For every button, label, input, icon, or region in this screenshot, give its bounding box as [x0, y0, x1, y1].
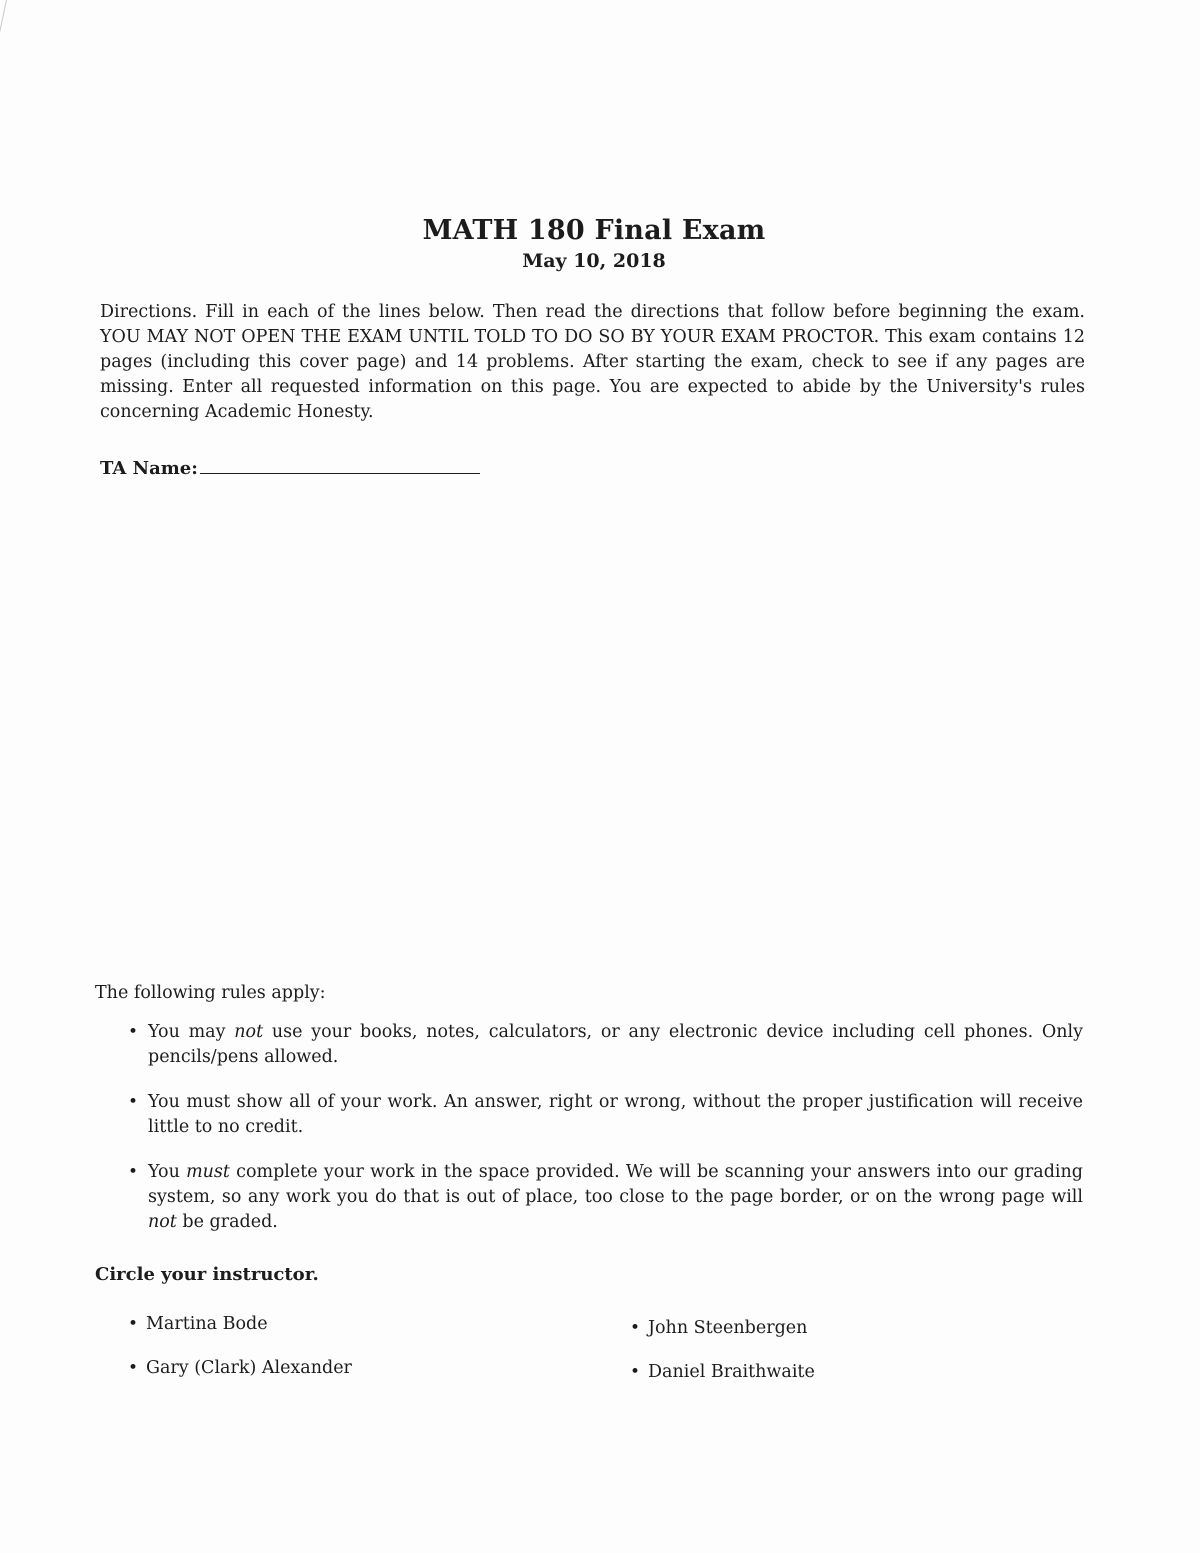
- instructor-heading: Circle your instructor.: [95, 1264, 319, 1285]
- rule-text: use your books, notes, calculators, or any electronic device including cell phones. Only pencils/pens allowed.: [148, 1022, 1083, 1067]
- directions-paragraph: Directions. Fill in each of the lines below. Then read the directions that follow before beginning the exam. YOU MAY NOT OPEN THE EXAM UNTIL TOLD TO DO SO BY YOUR EXAM PROCTOR. This exam contains 12 pages (including this cover page) and 14 problems. After starting the exam, check to see if any pages are missing. Enter all requested information on this page. You are expected to abide by the University's rules concerning Academic Honesty.: [100, 302, 1085, 422]
- ta-name-field: [100, 455, 480, 479]
- bullet: •: [128, 1314, 139, 1334]
- instructor-option[interactable]: [128, 1312, 352, 1336]
- bullet: •: [128, 1162, 139, 1182]
- bullet: •: [630, 1318, 641, 1338]
- instructor-name: Gary (Clark) Alexander: [146, 1358, 352, 1378]
- ta-name-blank[interactable]: [200, 455, 480, 474]
- exam-header: [0, 214, 1188, 274]
- instructor-list-right: [630, 1316, 815, 1404]
- rule-text: You may: [148, 1022, 235, 1042]
- rule-item: [128, 1090, 1083, 1140]
- instructor-name: Martina Bode: [146, 1314, 268, 1334]
- rule-text: be graded.: [176, 1212, 278, 1232]
- scan-edge-mark: [0, 0, 7, 40]
- bullet: •: [128, 1358, 139, 1378]
- rule-text: You must show all of your work. An answer, right or wrong, without the proper justification will receive little to no credit.: [148, 1092, 1083, 1137]
- rules-intro: The following rules apply:: [95, 983, 326, 1003]
- rule-item: [128, 1160, 1083, 1235]
- rule-item: [128, 1020, 1083, 1070]
- instructor-option[interactable]: [630, 1360, 815, 1384]
- instructor-name: John Steenbergen: [648, 1318, 808, 1338]
- exam-date: May 10, 2018: [522, 250, 666, 272]
- instructor-list-left: [128, 1312, 352, 1400]
- bullet: •: [630, 1362, 641, 1382]
- instructor-option[interactable]: [630, 1316, 815, 1340]
- rules-list: [128, 1020, 1083, 1255]
- rule-text: You: [148, 1162, 187, 1182]
- exam-title: MATH 180 Final Exam: [422, 215, 766, 246]
- bullet: •: [128, 1022, 139, 1042]
- rule-emphasis: not: [234, 1022, 264, 1042]
- rule-text: complete your work in the space provided. We will be scanning your answers into our grading system, so any work you do that is out of place, too close to the page border, or on the wrong page will: [148, 1162, 1083, 1207]
- instructor-name: Daniel Braithwaite: [648, 1362, 815, 1382]
- rule-emphasis: not: [148, 1212, 177, 1232]
- ta-name-label: TA Name:: [100, 458, 198, 479]
- instructor-option[interactable]: [128, 1356, 352, 1380]
- bullet: •: [128, 1092, 139, 1112]
- rule-emphasis: must: [186, 1162, 230, 1182]
